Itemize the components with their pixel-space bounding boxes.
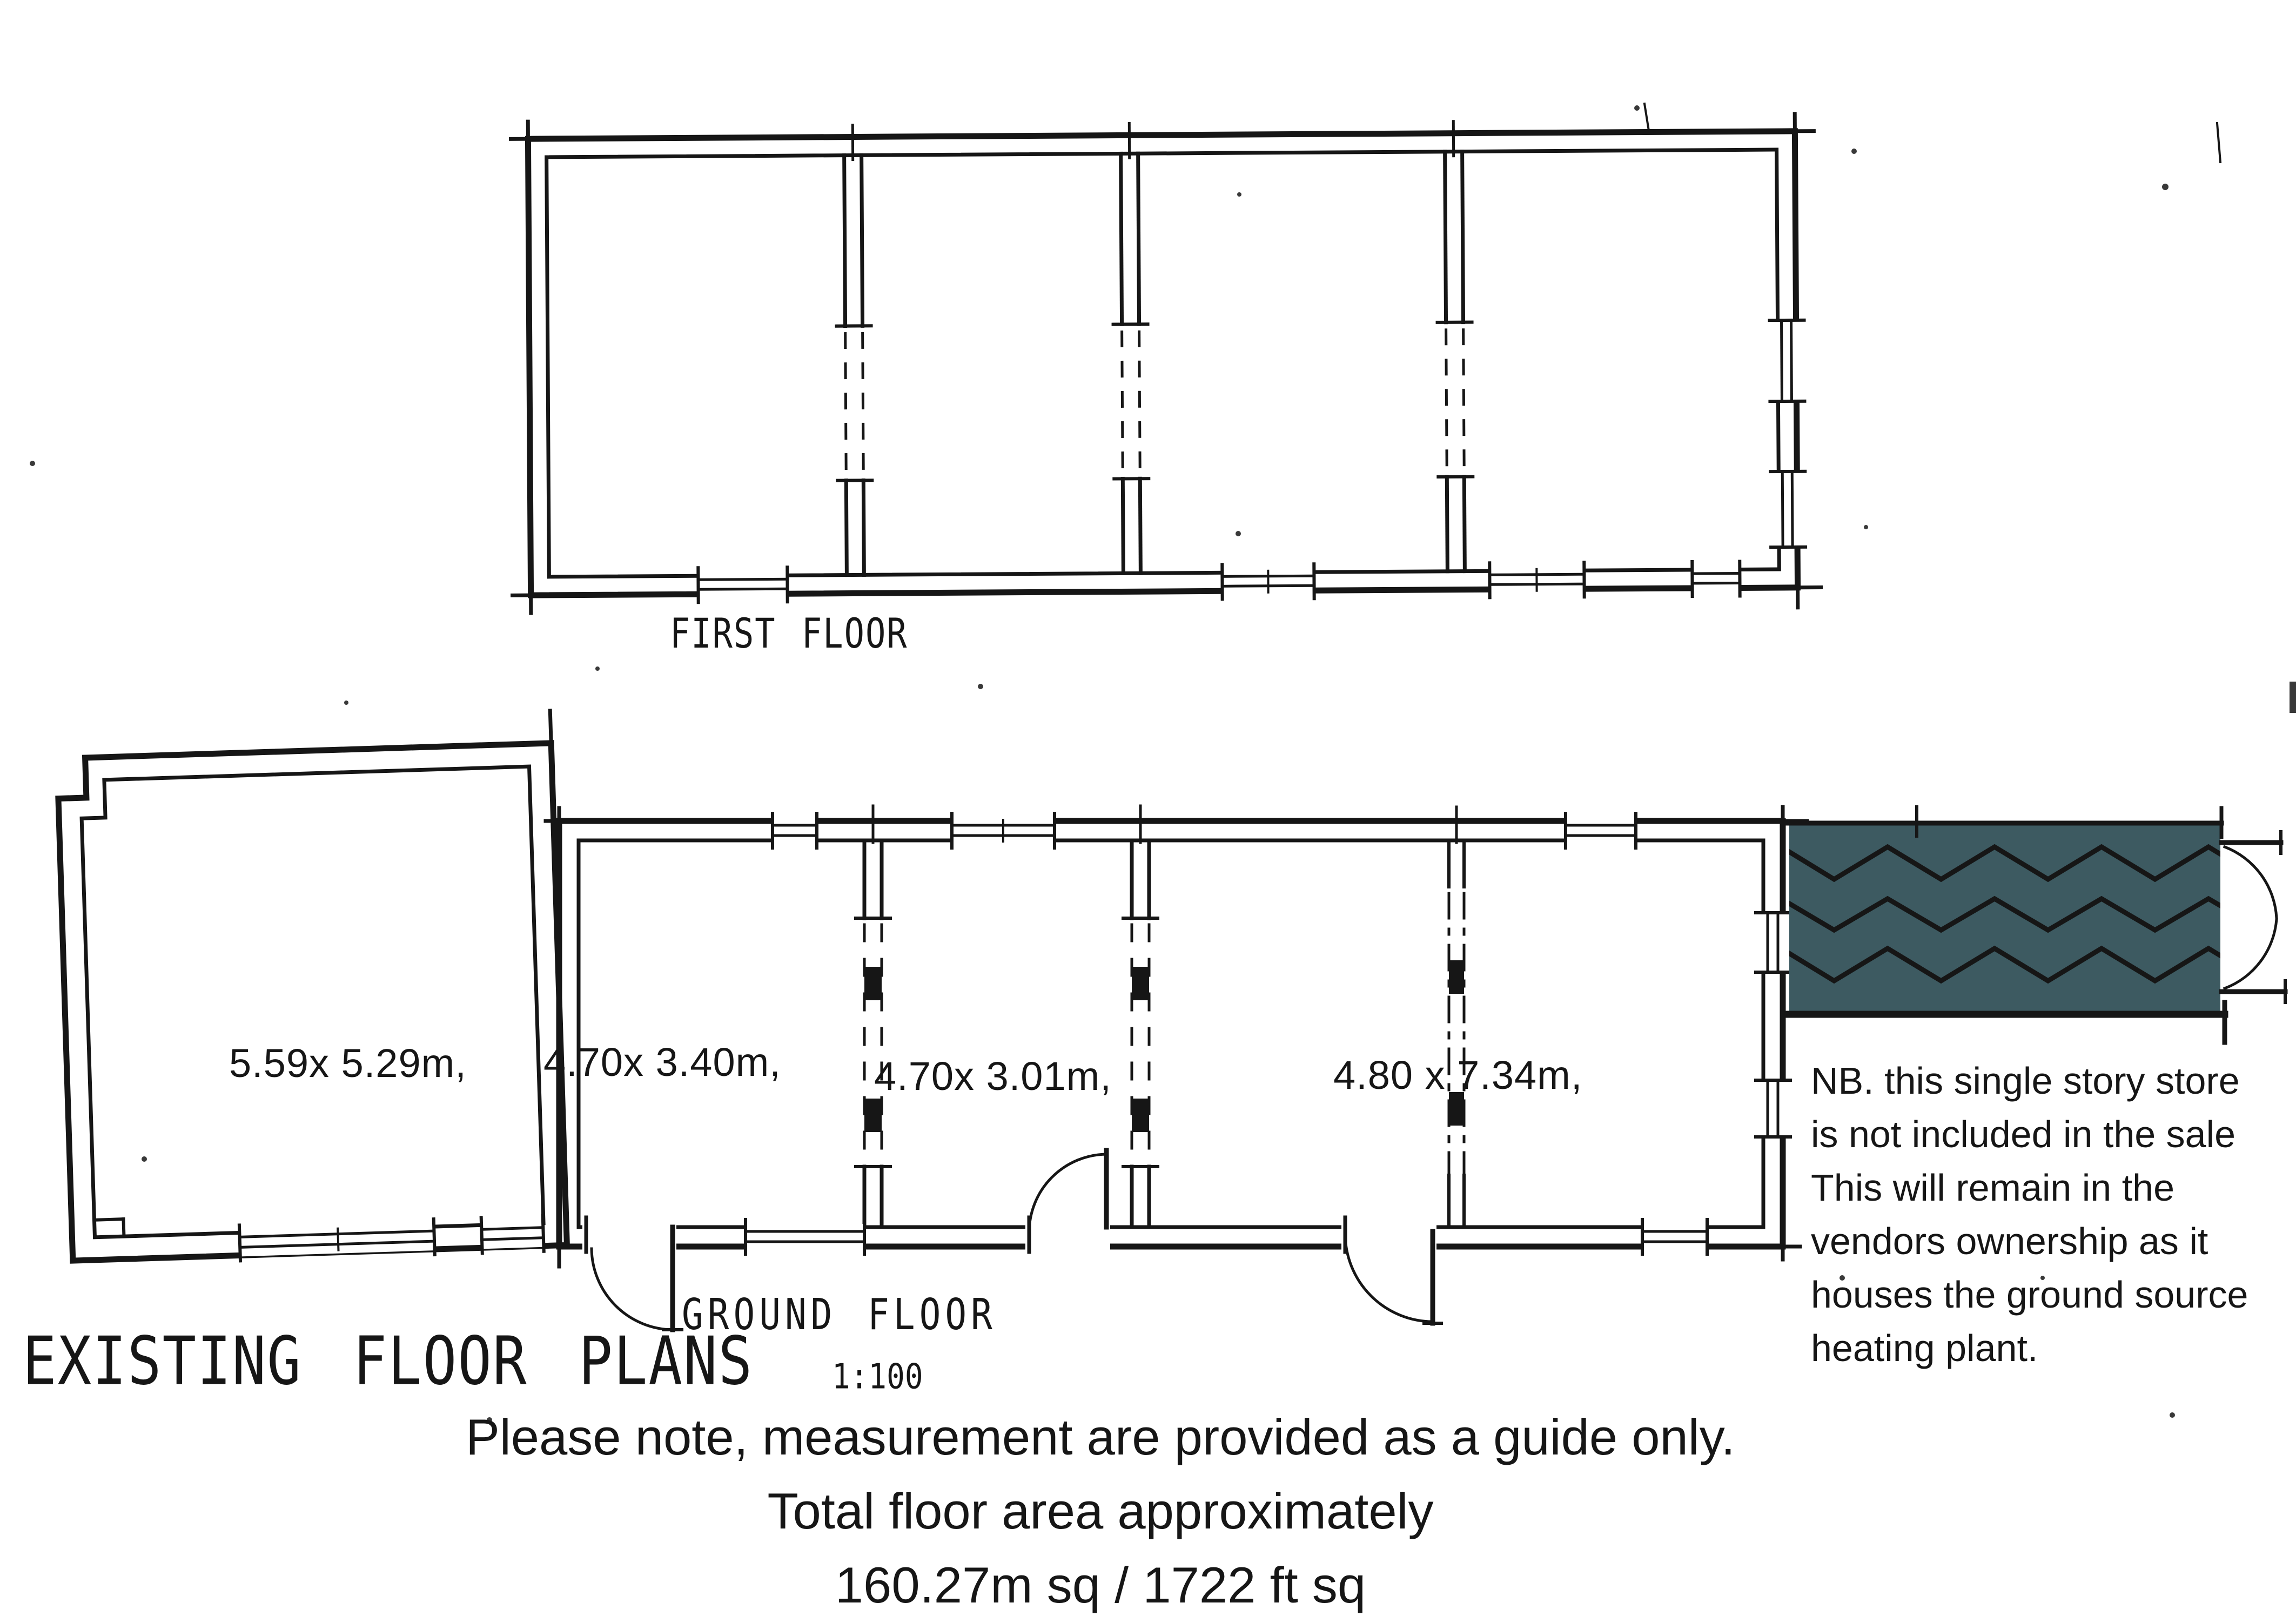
first-floor-partitions <box>836 151 1474 575</box>
ground-floor-square-room <box>56 711 567 1266</box>
store-exclusion-note <box>1811 1054 2248 1375</box>
area-value-line: 160.27m sq / 1722 ft sq <box>835 1557 1366 1613</box>
total-area-line: Total floor area approximately <box>767 1483 1434 1539</box>
ground-floor-label: GROUND FLOOR <box>682 1290 997 1340</box>
door-swing-exterior-right <box>1341 1217 1441 1323</box>
first-floor-plan <box>509 114 1821 616</box>
store-double-door-arcs <box>2221 832 2285 1002</box>
room-dimension-label: 4.70x 3.40m, <box>543 1040 781 1085</box>
page-title: EXISTING FLOOR PLANS <box>23 1322 754 1400</box>
square-room-windows <box>239 1216 544 1261</box>
ground-floor-partitions <box>856 840 1464 1227</box>
room-dimension-label: 4.70x 3.01m, <box>874 1054 1112 1099</box>
drawing-scale-label: 1:100 <box>832 1357 923 1397</box>
room-dimension-label: 5.59x 5.29m, <box>229 1041 467 1086</box>
disclaimer-line: Please note, measurement are provided as a guide only. <box>466 1409 1735 1465</box>
first-floor-label: FIRST FLOOR <box>670 609 908 658</box>
note-line: houses the ground source <box>1811 1274 2248 1316</box>
note-line: heating plant. <box>1811 1327 2038 1369</box>
note-line: is not included in the sale <box>1811 1113 2236 1155</box>
note-line: vendors ownership as it <box>1811 1220 2208 1262</box>
room-dimension-label: 4.80 x 7.34m, <box>1333 1053 1583 1097</box>
note-line: This will remain in the <box>1811 1167 2174 1209</box>
store-hatch-box <box>1781 807 2285 1042</box>
door-swing-interior-middle <box>1025 1150 1110 1252</box>
door-swing-exterior-left <box>582 1217 682 1330</box>
measurement-disclaimer <box>0 1400 2201 1622</box>
note-line: NB. this single story store <box>1811 1060 2240 1102</box>
